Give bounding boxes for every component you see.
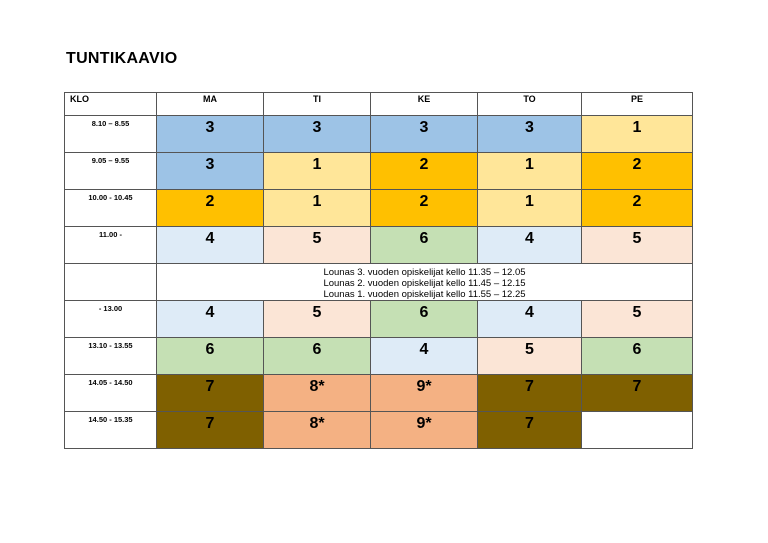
time-cell: 14.05 - 14.50 — [65, 375, 157, 412]
lesson-cell-pe — [582, 412, 693, 449]
lesson-cell-pe: 2 — [582, 153, 693, 190]
schedule-row — [65, 301, 693, 338]
lesson-cell-ti: 8* — [264, 375, 371, 412]
lesson-cell-ti: 8* — [264, 412, 371, 449]
time-cell: 14.50 - 15.35 — [65, 412, 157, 449]
lesson-cell-ke: 3 — [371, 116, 478, 153]
schedule-row — [65, 153, 693, 190]
schedule-row — [65, 338, 693, 375]
lesson-cell-to: 4 — [478, 301, 582, 338]
lesson-cell-ke: 2 — [371, 190, 478, 227]
time-cell: 13.10 - 13.55 — [65, 338, 157, 375]
lesson-cell-ma: 4 — [157, 227, 264, 264]
lesson-cell-pe: 7 — [582, 375, 693, 412]
lesson-cell-to: 1 — [478, 190, 582, 227]
lunch-info — [157, 264, 693, 301]
lesson-cell-ke: 2 — [371, 153, 478, 190]
header-ma: MA — [157, 93, 264, 116]
lesson-cell-ti: 1 — [264, 190, 371, 227]
lesson-cell-to: 7 — [478, 412, 582, 449]
lesson-cell-pe: 2 — [582, 190, 693, 227]
lesson-cell-pe: 6 — [582, 338, 693, 375]
lesson-cell-to: 1 — [478, 153, 582, 190]
schedule-body — [65, 116, 693, 449]
schedule-row — [65, 116, 693, 153]
time-cell: 8.10 – 8.55 — [65, 116, 157, 153]
lesson-cell-pe: 1 — [582, 116, 693, 153]
lesson-cell-ke: 6 — [371, 301, 478, 338]
schedule-table — [64, 92, 693, 449]
lesson-cell-ke: 9* — [371, 412, 478, 449]
header-klo: KLO — [65, 93, 157, 116]
lesson-cell-to: 5 — [478, 338, 582, 375]
lesson-cell-ma: 2 — [157, 190, 264, 227]
time-cell: - 13.00 — [65, 301, 157, 338]
lesson-cell-to: 3 — [478, 116, 582, 153]
lesson-cell-ti: 5 — [264, 301, 371, 338]
lesson-cell-ti: 1 — [264, 153, 371, 190]
lesson-cell-pe: 5 — [582, 227, 693, 264]
time-cell: 10.00 - 10.45 — [65, 190, 157, 227]
time-cell: 11.00 - — [65, 227, 157, 264]
lesson-cell-ma: 3 — [157, 153, 264, 190]
header-to: TO — [478, 93, 582, 116]
lesson-cell-to: 4 — [478, 227, 582, 264]
lesson-cell-ma: 6 — [157, 338, 264, 375]
lesson-cell-ma: 3 — [157, 116, 264, 153]
schedule-row — [65, 412, 693, 449]
lesson-cell-ke: 9* — [371, 375, 478, 412]
lesson-cell-ti: 5 — [264, 227, 371, 264]
header-pe: PE — [582, 93, 693, 116]
lunch-line: Lounas 2. vuoden opiskelijat kello 11.45 – 12.15 — [323, 278, 526, 289]
header-ti: TI — [264, 93, 371, 116]
lesson-cell-ke: 6 — [371, 227, 478, 264]
lunch-line: Lounas 1. vuoden opiskelijat kello 11.55 – 12.25 — [323, 289, 526, 300]
lesson-cell-ti: 6 — [264, 338, 371, 375]
lesson-cell-ke: 4 — [371, 338, 478, 375]
schedule-row — [65, 190, 693, 227]
lesson-cell-to: 7 — [478, 375, 582, 412]
header-row — [65, 93, 693, 116]
lunch-row — [65, 264, 693, 301]
header-ke: KE — [371, 93, 478, 116]
lunch-time-cell — [65, 264, 157, 301]
schedule-row — [65, 227, 693, 264]
lesson-cell-ma: 7 — [157, 375, 264, 412]
page-title: TUNTIKAAVIO — [66, 50, 178, 67]
lesson-cell-ma: 7 — [157, 412, 264, 449]
time-cell: 9.05 – 9.55 — [65, 153, 157, 190]
lesson-cell-ti: 3 — [264, 116, 371, 153]
lesson-cell-pe: 5 — [582, 301, 693, 338]
schedule-row — [65, 375, 693, 412]
lesson-cell-ma: 4 — [157, 301, 264, 338]
lunch-line: Lounas 3. vuoden opiskelijat kello 11.35 – 12.05 — [323, 267, 526, 278]
